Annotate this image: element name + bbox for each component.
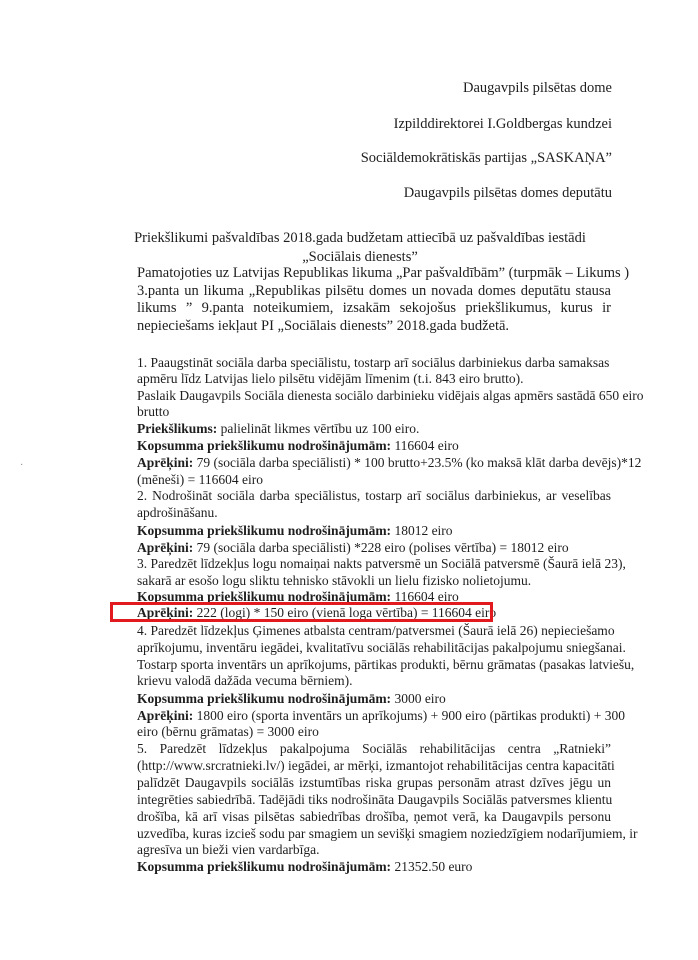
intro-line-1: Pamatojoties uz Latvijas Republikas likuma „Par pašvaldībām” (turpmāk – Likums ) (137, 265, 630, 281)
item-1-total (137, 438, 611, 454)
item-4-line-2: aprīkojumu, inventāru iegādei, kvalitatīvu sociālās rehabilitācijas pakalpojumu sniegšanai. (137, 640, 626, 655)
proposal-label: Priekšlikums: (137, 421, 218, 436)
calc-text: 79 (sociāla darba speciālisti) * 100 brutto+23.5% (ko maksā klāt darba devējs)*12 (193, 455, 642, 470)
item-5-line-1: 5. Paredzēt līdzekļus pakalpojuma Sociālās rehabilitācijas centra „Ratnieki” (137, 741, 611, 756)
total-label: Kopsumma priekšlikumu nodrošinājumām: (137, 691, 392, 706)
document-title (110, 229, 610, 267)
item-4-total (137, 691, 611, 707)
item-1-calc (137, 455, 642, 471)
calc-text: 79 (sociāla darba speciālisti) *228 eiro (polises vērtība) = 18012 eiro (193, 540, 569, 555)
item-4-line-1: 4. Paredzēt līdzekļus Ģimenes atbalsta centram/patversmei (Šaurā ielā 26) nepieciešamo (137, 623, 615, 638)
item-5-line-7: agresīva un bieži vien vardarbīga. (137, 842, 320, 857)
total-label: Kopsumma priekšlikumu nodrošinājumām: (137, 859, 392, 874)
calc-text: 222 (logi) * 150 eiro (vienā loga vērtība) = 116604 eiro (193, 605, 497, 620)
item-5-total (137, 859, 611, 875)
title-line-1: Priekšlikumi pašvaldības 2018.gada budžetam attiecībā uz pašvaldības iestādi (134, 230, 586, 246)
recipient-line-1: Daugavpils pilsētas dome (462, 80, 612, 96)
item-2-line-1: 2. Nodrošināt sociāla darba speciālistus, tostarp arī sociālus darbiniekus, ar veselības (137, 488, 611, 503)
intro-line-4: nepieciešams iekļaut PI „Sociālais dienests” 2018.gada budžetā. (137, 317, 510, 334)
item-3-line-1: 3. Paredzēt līdzekļus logu nomaiņai nakts patversmē un Sociālā patversmē (Šaurā ielā 23), (137, 556, 626, 571)
sender-line-2: Daugavpils pilsētas domes deputātu (403, 185, 612, 201)
scan-speck: · (20, 460, 24, 471)
calc-label: Aprēķini: (137, 708, 194, 723)
calc-label: Aprēķini: (137, 540, 194, 555)
calc-label: Aprēķini: (137, 455, 194, 470)
total-value: 116604 eiro (391, 438, 459, 453)
item-1-line-4: brutto (137, 404, 170, 419)
total-value: 18012 eiro (391, 523, 453, 538)
item-4-calc (137, 708, 626, 724)
total-value: 21352.50 euro (391, 859, 473, 874)
item-5-line-4: integrēties sabiedrībā. Tadējādi tiks nodrošināta Daugavpils Sociālās patversmes klientu (137, 792, 613, 807)
item-5-line-5: drošība, kā arī visas pilsētas sabiedrības drošība, ņemot verā, ka Daugavpils personu (137, 809, 611, 824)
recipient-line-2: Izpilddirektorei I.Goldbergas kundzei (393, 116, 612, 132)
sender-line-1: Sociāldemokrātiskās partijas „SASKAŅA” (360, 150, 612, 166)
total-value: 116604 eiro (391, 589, 459, 604)
total-value: 3000 eiro (391, 691, 446, 706)
total-label: Kopsumma priekšlikumu nodrošinājumām: (137, 589, 392, 604)
item-4-calc-cont: eiro (bērnu grāmatas) = 3000 eiro (137, 724, 319, 739)
item-1-proposal (137, 421, 611, 437)
calc-text: 1800 eiro (sporta inventārs un aprīkojums) + 900 eiro (pārtikas produkti) + 300 (193, 708, 626, 723)
item-2-calc (137, 540, 611, 556)
proposal-text: palielināt likmes vērtību uz 100 eiro. (217, 421, 420, 436)
item-1-calc-cont: (mēneši) = 116604 eiro (137, 472, 263, 487)
item-5-line-3: palīdzēt Daugavpils sociālās izstumtības riska grupas personām atrast dzīves jēgu un (137, 775, 611, 790)
item-1-line-1: 1. Paaugstināt sociāla darba speciālistu, tostarp arī sociālus darbiniekus darba samaksas (137, 355, 610, 370)
item-5-line-2: (http://www.srcratnieki.lv/) iegādei, ar mērķi, izmantojot rehabilitācijas centra kapacitāti (137, 758, 615, 773)
item-2-total (137, 523, 611, 539)
intro-line-3: likums ” 9.panta noteikumiem, izsakām sekojošus priekšlikumus, kurus ir (137, 300, 611, 317)
item-1-line-2: apmēru līdz Latvijas lielo pilsētu vidējām līmenim (t.i. 843 eiro brutto). (137, 371, 524, 386)
highlight-annotation-box (110, 602, 493, 622)
total-label: Kopsumma priekšlikumu nodrošinājumām: (137, 523, 392, 538)
item-3-line-2: sakarā ar esošo logu sliktu tehnisko stāvokli un lielu fizisko nolietojumu. (137, 573, 532, 588)
item-1-line-3: Paslaik Daugavpils Sociāla dienesta sociālo darbinieku vidējais algas apmērs sastādā 650 eiro (137, 388, 644, 403)
total-label: Kopsumma priekšlikumu nodrošinājumām: (137, 438, 392, 453)
item-4-line-3: Tostarp sporta inventārs un aprīkojums, pārtikas produkti, bērnu grāmatas (pasakas latviešu, (137, 657, 635, 672)
item-2-line-2: apdrošināšanu. (137, 505, 218, 520)
intro-line-2: 3.panta un likuma „Republikas pilsētu domes un novada domes deputātu stausa (137, 282, 611, 299)
calc-label: Aprēķini: (137, 605, 194, 620)
title-line-2: „Sociālais dienests” (302, 249, 418, 265)
item-4-line-4: krievu valodā dažāda vecuma bērniem). (137, 673, 353, 688)
item-5-line-6: uzvedība, kuras izcieš sodu par smagiem un sevišķi smagiem noziedzīgiem nodarījumiem, ir (137, 826, 638, 841)
intro-paragraph (137, 265, 630, 335)
